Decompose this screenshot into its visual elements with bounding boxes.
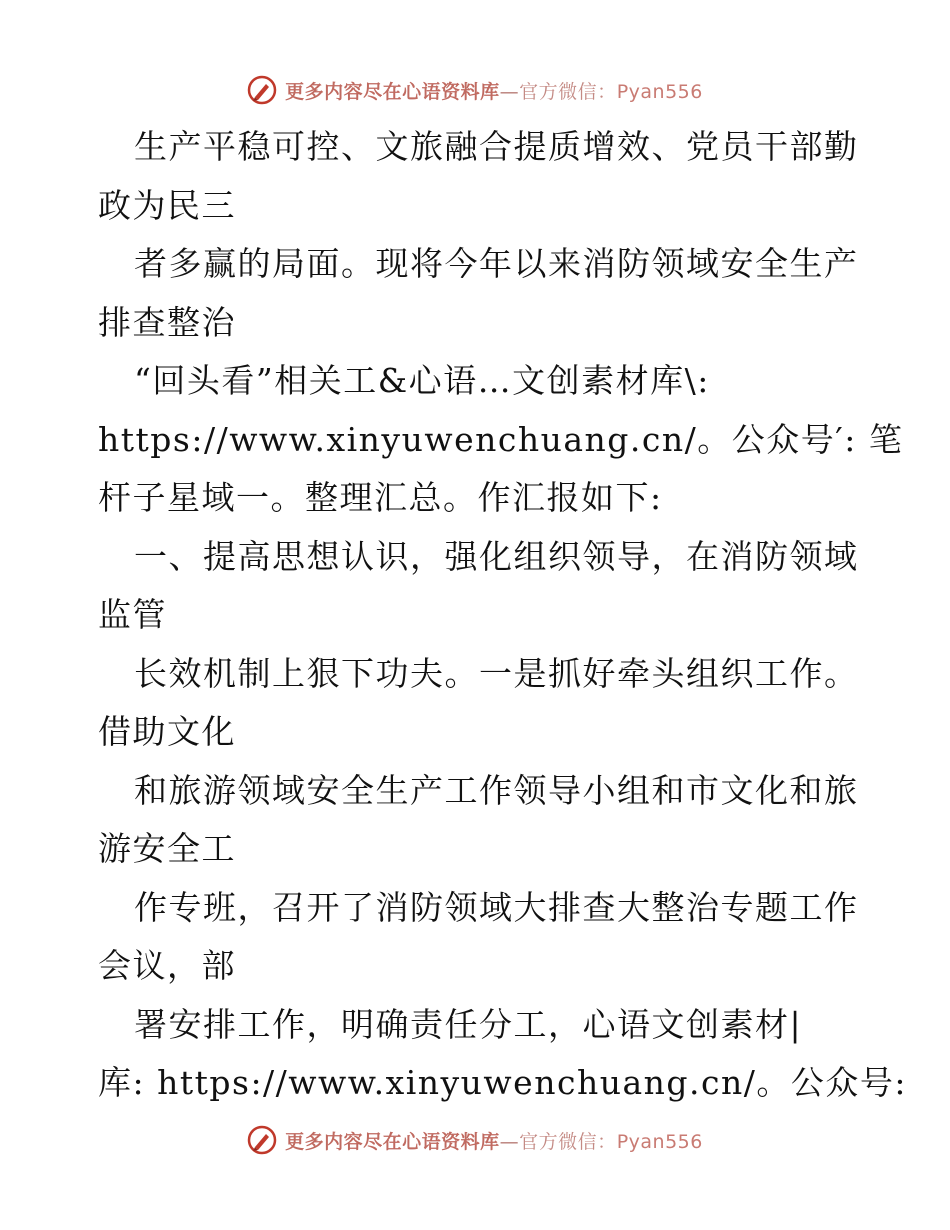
pen-logo-icon — [247, 1125, 277, 1155]
text-line: 借助文化 — [98, 712, 236, 751]
text-line: 政为民三 — [98, 185, 236, 225]
text-line: 排查整治 — [98, 302, 236, 342]
text-line: 库: https://www.xinyuwenchuang.cn/。公众号: — [98, 1063, 907, 1102]
text-line: 游安全工 — [98, 829, 236, 868]
text-line: “回头看”相关工&心语…文创素材库\: — [134, 361, 710, 400]
watermark-label: 官方微信： — [519, 1130, 617, 1153]
watermark-label: 官方微信： — [519, 80, 617, 103]
watermark-separator: — — [499, 80, 520, 103]
watermark-main: 更多内容尽在心语资料库 — [285, 80, 500, 103]
text-line: 者多赢的局面。现将今年以来消防领域安全生产 — [134, 244, 859, 283]
watermark-id: Pyan556 — [616, 1130, 703, 1153]
watermark-separator: — — [499, 1130, 520, 1153]
footer-watermark — [0, 1120, 950, 1160]
text-line: 长效机制上狠下功夫。一是抓好牵头组织工作。 — [134, 653, 859, 693]
watermark-main: 更多内容尽在心语资料库 — [285, 1130, 500, 1153]
watermark-text — [285, 1127, 703, 1154]
pen-logo-icon — [247, 75, 277, 105]
text-line: 生产平稳可控、文旅融合提质增效、党员干部勤 — [134, 127, 859, 166]
watermark-text — [285, 77, 703, 104]
text-line: https://www.xinyuwenchuang.cn/。公众号′: 笔 — [98, 419, 904, 459]
text-line: 作专班，召开了消防领域大排查大整治专题工作 — [134, 887, 859, 927]
text-line: 监管 — [98, 595, 167, 634]
header-watermark — [0, 70, 950, 110]
watermark-id: Pyan556 — [616, 80, 703, 103]
text-line: 和旅游领域安全生产工作领导小组和市文化和旅 — [134, 770, 859, 810]
text-line: 会议，部 — [98, 946, 236, 985]
text-line: 杆子星域一。整理汇总。作汇报如下: — [98, 478, 663, 517]
document-body — [98, 118, 907, 1113]
text-line: 署安排工作，明确责任分工，心语文创素材| — [134, 1004, 803, 1044]
text-line: 一、提高思想认识，强化组织领导，在消防领域 — [134, 536, 859, 576]
